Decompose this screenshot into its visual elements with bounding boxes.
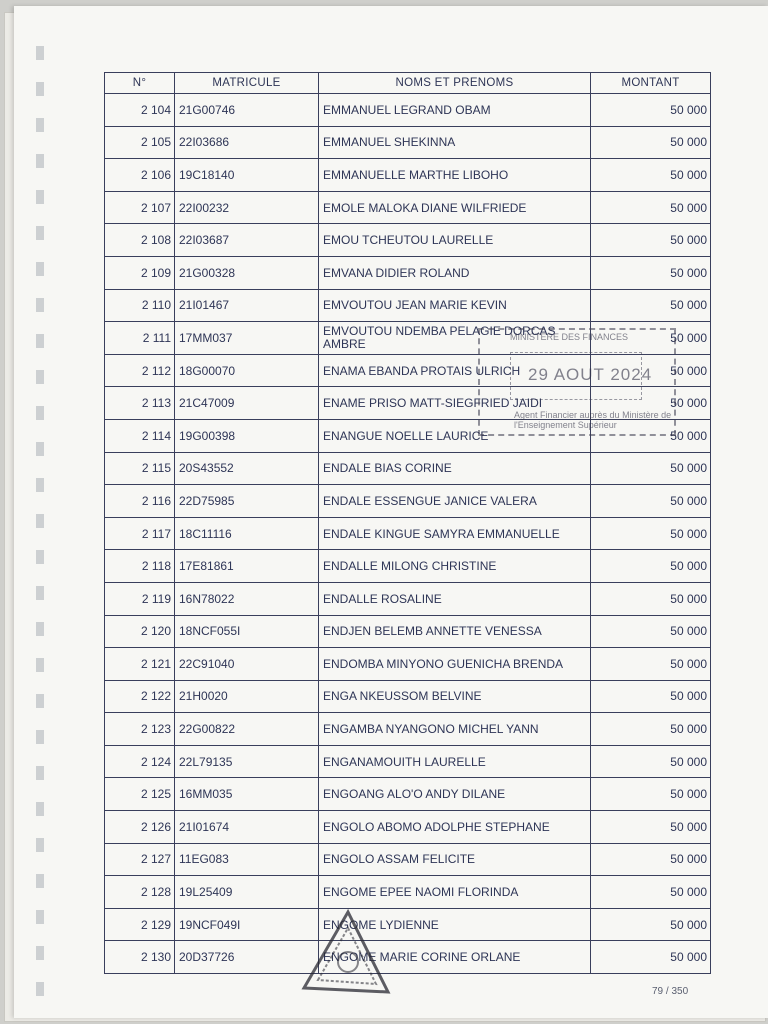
student-name-cell: EMMANUELLE MARTHE LIBOHO (319, 159, 591, 192)
page-number: 79 / 350 (652, 986, 689, 997)
row-number-cell: 2 105 (105, 126, 175, 159)
amount-cell: 50 000 (591, 713, 711, 746)
table-row (105, 843, 711, 876)
matricule-cell: 22L79135 (175, 745, 319, 778)
table-row (105, 582, 711, 615)
amount-cell: 50 000 (591, 517, 711, 550)
student-name-cell: ENDALE ESSENGUE JANICE VALERA (319, 485, 591, 518)
amount-cell: 50 000 (591, 191, 711, 224)
student-name-cell: ENGOME EPEE NAOMI FLORINDA (319, 876, 591, 909)
student-name-cell: ENDALLE ROSALINE (319, 582, 591, 615)
table-row (105, 224, 711, 257)
student-name-cell: ENGA NKEUSSOM BELVINE (319, 680, 591, 713)
matricule-cell: 18NCF055I (175, 615, 319, 648)
matricule-cell: 16N78022 (175, 582, 319, 615)
row-number-cell: 2 123 (105, 713, 175, 746)
amount-cell: 50 000 (591, 941, 711, 974)
amount-cell: 50 000 (591, 550, 711, 583)
header-number: N° (105, 73, 175, 94)
amount-cell: 50 000 (591, 680, 711, 713)
matricule-cell: 16MM035 (175, 778, 319, 811)
student-name-cell: EMVOUTOU NDEMBA PELAGIE DORCAS AMBRE (319, 322, 591, 355)
row-number-cell: 2 122 (105, 680, 175, 713)
student-name-cell: EMMANUEL LEGRAND OBAM (319, 94, 591, 127)
student-name-cell: ENGOANG ALO'O ANDY DILANE (319, 778, 591, 811)
student-name-cell: ENGAMBA NYANGONO MICHEL YANN (319, 713, 591, 746)
matricule-cell: 17E81861 (175, 550, 319, 583)
student-name-cell: ENDOMBA MINYONO GUENICHA BRENDA (319, 648, 591, 681)
table-row (105, 517, 711, 550)
matricule-cell: 17MM037 (175, 322, 319, 355)
matricule-cell: 19G00398 (175, 419, 319, 452)
matricule-cell: 22I03686 (175, 126, 319, 159)
amount-cell: 50 000 (591, 289, 711, 322)
amount-cell: 50 000 (591, 615, 711, 648)
table-row (105, 876, 711, 909)
matricule-cell: 19C18140 (175, 159, 319, 192)
row-number-cell: 2 114 (105, 419, 175, 452)
table-row (105, 289, 711, 322)
row-number-cell: 2 127 (105, 843, 175, 876)
amount-cell: 50 000 (591, 126, 711, 159)
row-number-cell: 2 121 (105, 648, 175, 681)
header-matricule: MATRICULE (175, 73, 319, 94)
student-name-cell: ENDALE KINGUE SAMYRA EMMANUELLE (319, 517, 591, 550)
amount-cell: 50 000 (591, 94, 711, 127)
amount-cell: 50 000 (591, 419, 711, 452)
matricule-cell: 21C47009 (175, 387, 319, 420)
student-name-cell: ENGOME LYDIENNE (319, 908, 591, 941)
row-number-cell: 2 130 (105, 941, 175, 974)
row-number-cell: 2 119 (105, 582, 175, 615)
row-number-cell: 2 107 (105, 191, 175, 224)
student-name-cell: ENGOME MARIE CORINE ORLANE (319, 941, 591, 974)
row-number-cell: 2 117 (105, 517, 175, 550)
binding-holes (36, 46, 44, 1006)
matricule-cell: 22D75985 (175, 485, 319, 518)
matricule-cell: 21I01467 (175, 289, 319, 322)
matricule-cell: 20D37726 (175, 941, 319, 974)
amount-cell: 50 000 (591, 582, 711, 615)
table-row (105, 908, 711, 941)
student-name-cell: ENGANAMOUITH LAURELLE (319, 745, 591, 778)
row-number-cell: 2 115 (105, 452, 175, 485)
row-number-cell: 2 106 (105, 159, 175, 192)
student-name-cell: ENAMA EBANDA PROTAIS ULRICH (319, 354, 591, 387)
header-names: NOMS ET PRENOMS (319, 73, 591, 94)
table-row (105, 159, 711, 192)
row-number-cell: 2 128 (105, 876, 175, 909)
row-number-cell: 2 124 (105, 745, 175, 778)
amount-cell: 50 000 (591, 354, 711, 387)
table-row (105, 94, 711, 127)
amount-cell: 50 000 (591, 159, 711, 192)
amount-cell: 50 000 (591, 745, 711, 778)
matricule-cell: 19L25409 (175, 876, 319, 909)
stamp-footer-text: Agent Financier auprès du Ministère de l'Enseignement Supérieur (514, 410, 672, 430)
table-row (105, 648, 711, 681)
amount-cell: 50 000 (591, 843, 711, 876)
amount-cell: 50 000 (591, 387, 711, 420)
student-name-cell: ENDALLE MILONG CHRISTINE (319, 550, 591, 583)
matricule-cell: 18C11116 (175, 517, 319, 550)
student-name-cell: ENGOLO ABOMO ADOLPHE STEPHANE (319, 811, 591, 844)
triangle-stamp-seal (296, 906, 392, 998)
row-number-cell: 2 111 (105, 322, 175, 355)
table-row (105, 452, 711, 485)
amount-cell: 50 000 (591, 908, 711, 941)
amount-cell: 50 000 (591, 224, 711, 257)
row-number-cell: 2 104 (105, 94, 175, 127)
row-number-cell: 2 110 (105, 289, 175, 322)
row-number-cell: 2 109 (105, 256, 175, 289)
matricule-cell: 22C91040 (175, 648, 319, 681)
amount-cell: 50 000 (591, 778, 711, 811)
amount-cell: 50 000 (591, 485, 711, 518)
table-row (105, 256, 711, 289)
matricule-cell: 21G00328 (175, 256, 319, 289)
stamp-header-text: MINISTERE DES FINANCES (510, 332, 629, 342)
row-number-cell: 2 116 (105, 485, 175, 518)
matricule-cell: 21H0020 (175, 680, 319, 713)
matricule-cell: 18G00070 (175, 354, 319, 387)
table-row (105, 485, 711, 518)
finance-ministry-stamp (478, 328, 676, 436)
row-number-cell: 2 118 (105, 550, 175, 583)
matricule-cell: 21G00746 (175, 94, 319, 127)
payment-roster-table (104, 72, 711, 974)
matricule-cell: 21I01674 (175, 811, 319, 844)
table-row (105, 680, 711, 713)
table-row (105, 811, 711, 844)
table-row (105, 550, 711, 583)
student-name-cell: ENAME PRISO MATT-SIEGFRIED JAIDI (319, 387, 591, 420)
row-number-cell: 2 129 (105, 908, 175, 941)
row-number-cell: 2 113 (105, 387, 175, 420)
matricule-cell: 22G00822 (175, 713, 319, 746)
matricule-cell: 22I00232 (175, 191, 319, 224)
matricule-cell: 11EG083 (175, 843, 319, 876)
table-row (105, 941, 711, 974)
student-name-cell: EMOLE MALOKA DIANE WILFRIEDE (319, 191, 591, 224)
row-number-cell: 2 120 (105, 615, 175, 648)
stamp-date: 29 AOUT 2024 (528, 365, 653, 384)
amount-cell: 50 000 (591, 256, 711, 289)
row-number-cell: 2 112 (105, 354, 175, 387)
amount-cell: 50 000 (591, 648, 711, 681)
matricule-cell: 19NCF049I (175, 908, 319, 941)
amount-cell: 50 000 (591, 452, 711, 485)
row-number-cell: 2 108 (105, 224, 175, 257)
student-name-cell: EMMANUEL SHEKINNA (319, 126, 591, 159)
amount-cell: 50 000 (591, 811, 711, 844)
student-name-cell: EMOU TCHEUTOU LAURELLE (319, 224, 591, 257)
table-row (105, 745, 711, 778)
table-row (105, 191, 711, 224)
student-name-cell: ENDALE BIAS CORINE (319, 452, 591, 485)
row-number-cell: 2 126 (105, 811, 175, 844)
table-row (105, 126, 711, 159)
table-row (105, 713, 711, 746)
student-name-cell: ENANGUE NOELLE LAURICE (319, 419, 591, 452)
table-row (105, 615, 711, 648)
student-name-cell: EMVOUTOU JEAN MARIE KEVIN (319, 289, 591, 322)
matricule-cell: 22I03687 (175, 224, 319, 257)
table-header-row (105, 73, 711, 94)
student-name-cell: ENDJEN BELEMB ANNETTE VENESSA (319, 615, 591, 648)
table-row (105, 778, 711, 811)
student-name-cell: EMVANA DIDIER ROLAND (319, 256, 591, 289)
amount-cell: 50 000 (591, 876, 711, 909)
header-amount: MONTANT (591, 73, 711, 94)
row-number-cell: 2 125 (105, 778, 175, 811)
matricule-cell: 20S43552 (175, 452, 319, 485)
amount-cell: 50 000 (591, 322, 711, 355)
student-name-cell: ENGOLO ASSAM FELICITE (319, 843, 591, 876)
